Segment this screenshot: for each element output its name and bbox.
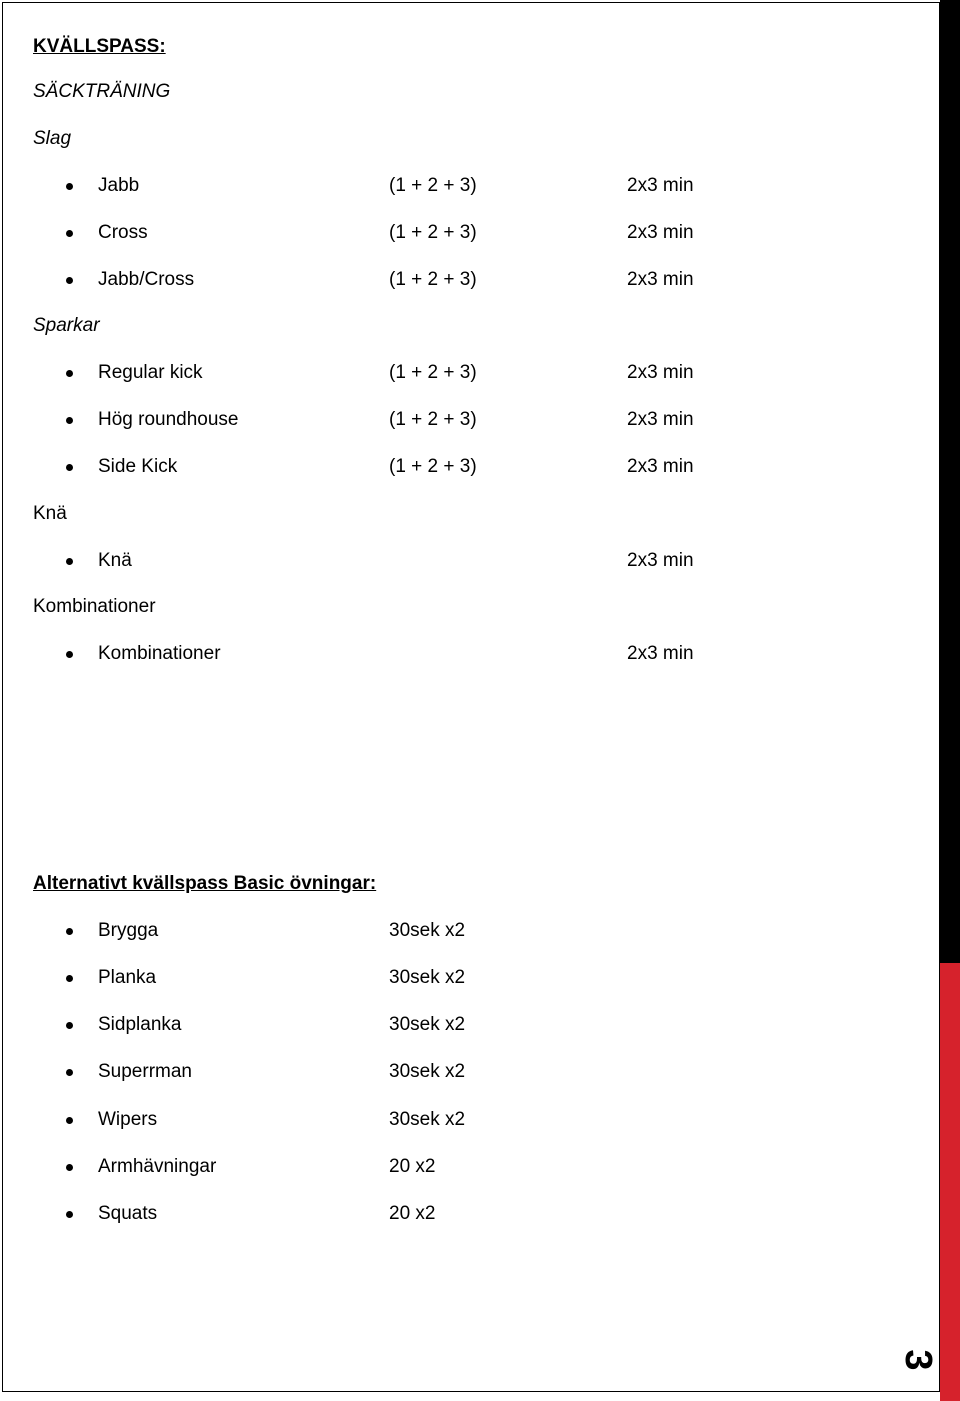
bullet-icon: [66, 1164, 73, 1171]
exercise-time: 2x3 min: [627, 409, 694, 430]
exercise-name: Jabb: [98, 175, 140, 196]
bullet-icon: [66, 651, 73, 658]
exercise-reps: 30sek x2: [389, 1109, 466, 1130]
list-item: [0, 549, 930, 573]
alternative-heading-line: [0, 872, 930, 896]
bullet-icon: [66, 1022, 73, 1029]
evening-subheading: SÄCKTRÄNING: [33, 81, 171, 102]
exercise-name: Sidplanka: [98, 1014, 182, 1035]
bullet-icon: [66, 1211, 73, 1218]
group-title-line: [0, 314, 930, 338]
exercise-reps: 20 x2: [389, 1156, 436, 1177]
exercise-time: 2x3 min: [627, 175, 694, 196]
bullet-icon: [66, 928, 73, 935]
bullet-icon: [66, 230, 73, 237]
group-title-slag: Slag: [33, 128, 72, 149]
group-title-line: [0, 595, 930, 619]
evening-subheading-line: [0, 80, 930, 104]
exercise-pattern: (1 + 2 + 3): [389, 222, 477, 243]
alternative-heading: Alternativt kvällspass Basic övningar:: [33, 873, 377, 894]
list-item: [0, 1060, 930, 1084]
list-item: [0, 1202, 930, 1226]
list-item: [0, 361, 930, 385]
group-title-kna: Knä: [33, 503, 67, 524]
group-title-sparkar: Sparkar: [33, 315, 100, 336]
exercise-name: Jabb/Cross: [98, 269, 195, 290]
side-bar-red: [940, 963, 960, 1401]
bullet-icon: [66, 464, 73, 471]
bullet-icon: [66, 1117, 73, 1124]
exercise-name: Brygga: [98, 920, 159, 941]
exercise-name: Side Kick: [98, 456, 178, 477]
side-bar-black: [940, 0, 960, 963]
list-item: [0, 1013, 930, 1037]
exercise-reps: 30sek x2: [389, 920, 466, 941]
exercise-pattern: (1 + 2 + 3): [389, 362, 477, 383]
exercise-name: Hög roundhouse: [98, 409, 239, 430]
list-item: [0, 268, 930, 292]
list-item: [0, 455, 930, 479]
list-item: [0, 408, 930, 432]
exercise-name: Kombinationer: [98, 643, 221, 664]
exercise-time: 2x3 min: [627, 643, 694, 664]
exercise-time: 2x3 min: [627, 269, 694, 290]
bullet-icon: [66, 277, 73, 284]
list-item: [0, 966, 930, 990]
exercise-time: 2x3 min: [627, 362, 694, 383]
list-item: [0, 642, 930, 666]
exercise-time: 2x3 min: [627, 222, 694, 243]
exercise-name: Superrman: [98, 1061, 192, 1082]
exercise-reps: 30sek x2: [389, 1061, 466, 1082]
exercise-reps: 20 x2: [389, 1203, 436, 1224]
page-frame: [2, 2, 940, 1392]
evening-heading: KVÄLLSPASS:: [33, 36, 166, 57]
exercise-pattern: (1 + 2 + 3): [389, 456, 477, 477]
exercise-name: Planka: [98, 967, 157, 988]
bullet-icon: [66, 975, 73, 982]
group-title-line: [0, 502, 930, 526]
group-title-line: [0, 127, 930, 151]
list-item: [0, 1155, 930, 1179]
list-item: [0, 174, 930, 198]
bullet-icon: [66, 558, 73, 565]
list-item: [0, 221, 930, 245]
exercise-name: Wipers: [98, 1109, 158, 1130]
exercise-reps: 30sek x2: [389, 1014, 466, 1035]
exercise-pattern: (1 + 2 + 3): [389, 409, 477, 430]
exercise-name: Regular kick: [98, 362, 203, 383]
exercise-pattern: (1 + 2 + 3): [389, 269, 477, 290]
exercise-name: Knä: [98, 550, 132, 571]
list-item: [0, 919, 930, 943]
page-number: 3: [897, 1349, 940, 1371]
bullet-icon: [66, 417, 73, 424]
list-item: [0, 1108, 930, 1132]
exercise-pattern: (1 + 2 + 3): [389, 175, 477, 196]
bullet-icon: [66, 1069, 73, 1076]
exercise-time: 2x3 min: [627, 456, 694, 477]
exercise-name: Armhävningar: [98, 1156, 217, 1177]
exercise-name: Cross: [98, 222, 148, 243]
group-title-kombinationer: Kombinationer: [33, 596, 156, 617]
exercise-time: 2x3 min: [627, 550, 694, 571]
bullet-icon: [66, 370, 73, 377]
exercise-reps: 30sek x2: [389, 967, 466, 988]
bullet-icon: [66, 183, 73, 190]
evening-heading-line: [0, 35, 930, 59]
exercise-name: Squats: [98, 1203, 158, 1224]
